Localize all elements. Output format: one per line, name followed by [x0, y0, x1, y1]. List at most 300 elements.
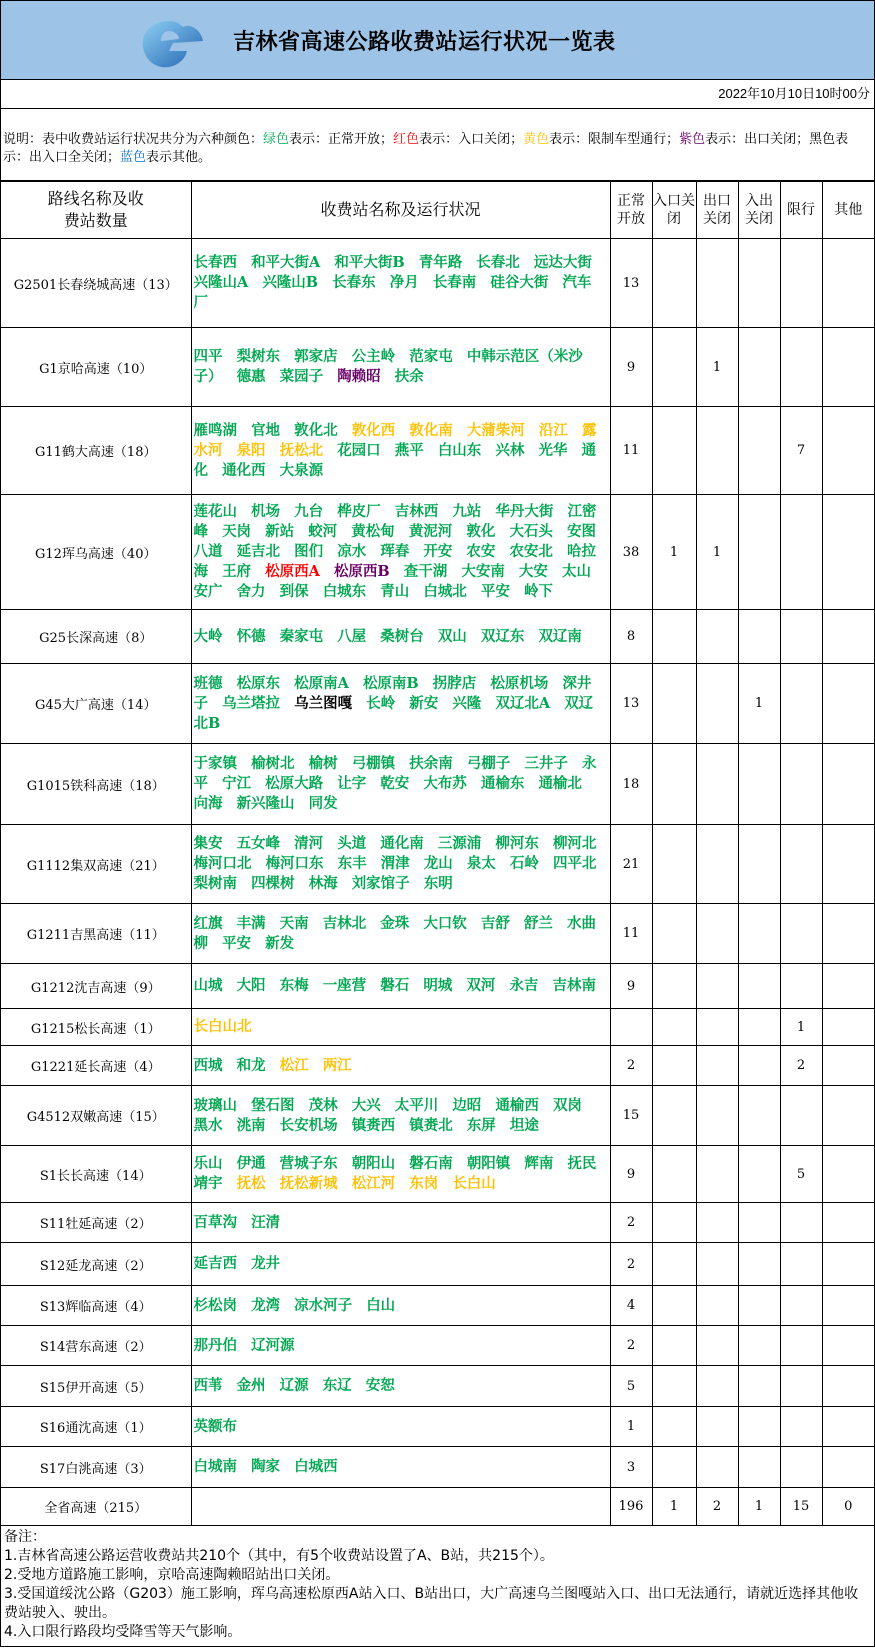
count-entry-closed — [652, 1407, 696, 1447]
status-table — [1, 181, 874, 1526]
station-open: 大兴 — [351, 1096, 381, 1114]
station-open: 杉松岗 — [193, 1296, 237, 1314]
count-other — [822, 664, 874, 744]
route-name: G1215松长高速（1） — [1, 1009, 191, 1046]
count-other — [822, 1366, 874, 1407]
total-row — [1, 1488, 874, 1526]
count-entry-closed — [652, 1086, 696, 1146]
station-open: 水曲柳 — [193, 914, 596, 952]
route-name: G1211吉黑高速（11） — [1, 904, 191, 964]
station-open: 坦途 — [509, 1116, 539, 1134]
station-open: 舍力 — [236, 583, 266, 600]
station-open: 红旗 — [193, 914, 223, 932]
legend-color-word: 绿色 — [263, 132, 290, 147]
table-row — [1, 1046, 874, 1086]
count-open: 8 — [610, 610, 652, 664]
station-open: 大泉源 — [279, 461, 324, 479]
count-other — [822, 1243, 874, 1286]
station-open: 通榆西 — [495, 1096, 539, 1114]
count-both-closed — [738, 1086, 780, 1146]
station-open: 乾安 — [380, 775, 410, 792]
station-open: 太山 — [561, 563, 591, 580]
table-row — [1, 1366, 874, 1407]
remark-line: 4.入口限行路段均受降雪等天气影响。 — [4, 1624, 242, 1640]
count-other — [822, 1407, 874, 1447]
station-open: 岭下 — [523, 583, 553, 600]
station-open: 磐石 — [380, 977, 410, 994]
table-row — [1, 664, 874, 744]
legend-meaning: 表示其他。 — [146, 150, 212, 165]
station-open: 双辽北B — [193, 694, 594, 732]
station-open: 榆树北 — [251, 755, 295, 772]
station-open: 白城东 — [322, 583, 367, 600]
table-row — [1, 964, 874, 1009]
station-open: 延吉西 — [193, 1255, 237, 1272]
count-other — [822, 1447, 874, 1488]
stations-cell — [191, 904, 610, 964]
station-open: 中韩示范区（米沙子） — [193, 348, 583, 385]
count-exit-closed — [696, 1009, 738, 1046]
count-other — [822, 1286, 874, 1326]
count-open: 11 — [610, 904, 652, 964]
count-both-closed — [738, 964, 780, 1009]
station-open: 那丹伯 — [193, 1336, 237, 1354]
station-open: 东明 — [423, 875, 453, 892]
station-open: 扶余南 — [409, 755, 453, 772]
count-entry-closed — [652, 610, 696, 664]
station-open: 通化西 — [222, 461, 266, 479]
station-open: 汽车厂 — [193, 274, 592, 311]
remarks — [1, 1526, 874, 1646]
count-both-closed — [738, 495, 780, 610]
station-open: 光华 — [538, 441, 568, 459]
count-both-closed — [738, 1366, 780, 1407]
count-limited — [780, 904, 822, 964]
station-open: 安恕 — [365, 1377, 395, 1394]
count-other — [822, 495, 874, 610]
station-open: 辽河源 — [251, 1336, 295, 1354]
station-open: 西苇 — [193, 1377, 223, 1394]
station-open: 青山 — [380, 583, 410, 600]
count-both-closed — [738, 239, 780, 328]
station-open: 靖宇 — [193, 1175, 223, 1192]
count-open — [610, 1009, 652, 1046]
station-open: 白城西 — [294, 1458, 338, 1475]
station-open: 于家镇 — [193, 755, 237, 772]
station-open: 渭津 — [380, 855, 410, 872]
stations-cell — [191, 407, 610, 495]
station-open: 泉太 — [466, 855, 496, 872]
station-open: 长安机场 — [279, 1116, 338, 1134]
station-open: 弓棚镇 — [351, 755, 396, 772]
station-exit-closed: 松原西B — [333, 563, 390, 580]
station-open: 硅谷大街 — [490, 274, 549, 291]
station-open: 大安 — [518, 563, 548, 580]
route-name: G11鹤大高速（18） — [1, 407, 191, 495]
route-name: G2501长春绕城高速（13） — [1, 239, 191, 328]
table-row — [1, 239, 874, 328]
station-open: 龙山 — [423, 855, 453, 872]
count-open: 9 — [610, 964, 652, 1009]
station-open: 大布苏 — [423, 775, 467, 792]
legend-color-word: 黑色 — [809, 132, 836, 147]
header-both-closed: 入出关闭 — [738, 182, 780, 239]
stations-cell — [191, 1203, 610, 1243]
table-header-row — [1, 182, 874, 239]
count-entry-closed — [652, 239, 696, 328]
station-open: 四平北 — [552, 855, 597, 872]
table-row — [1, 1146, 874, 1203]
count-open: 2 — [610, 1046, 652, 1086]
station-open: 公主岭 — [351, 348, 396, 365]
station-open: 茂林 — [308, 1096, 338, 1114]
station-open: 大口钦 — [423, 914, 467, 932]
station-open: 兴林 — [495, 441, 525, 459]
count-open: 2 — [610, 1243, 652, 1286]
count-limited: 2 — [780, 1046, 822, 1086]
count-entry-closed: 1 — [652, 495, 696, 610]
station-open: 和平大街A — [251, 254, 321, 271]
count-entry-closed — [652, 1046, 696, 1086]
route-name: G12珲乌高速（40） — [1, 495, 191, 610]
station-open: 开安 — [423, 543, 453, 560]
station-open: 江密峰 — [193, 503, 597, 540]
count-open: 18 — [610, 744, 652, 825]
table-row — [1, 1243, 874, 1286]
count-limited — [780, 1243, 822, 1286]
count-limited — [780, 1366, 822, 1407]
station-open: 哈拉海 — [193, 543, 596, 580]
station-open: 黄泥河 — [408, 523, 453, 540]
stations-cell — [191, 610, 610, 664]
station-open: 官地 — [251, 421, 281, 439]
count-both-closed — [738, 1326, 780, 1366]
stations-cell — [191, 328, 610, 407]
count-both-closed: 1 — [738, 664, 780, 744]
count-other — [822, 328, 874, 407]
header-open: 正常开放 — [610, 182, 652, 239]
route-name: G1112集双高速（21） — [1, 825, 191, 904]
table-row — [1, 610, 874, 664]
count-other — [822, 1326, 874, 1366]
legend-prefix: 说明：表中收费站运行状况共分为六种颜色： — [3, 132, 264, 147]
station-open: 长春南 — [432, 274, 477, 291]
station-open: 秦家屯 — [279, 627, 324, 645]
count-exit-closed — [696, 1046, 738, 1086]
route-name: S12延龙高速（2） — [1, 1243, 191, 1286]
station-open: 新站 — [265, 523, 295, 540]
count-open: 38 — [610, 495, 652, 610]
station-open: 通榆北 — [538, 775, 582, 792]
table-row — [1, 1407, 874, 1447]
station-limited: 露水河 — [193, 421, 597, 459]
count-both-closed — [738, 744, 780, 825]
station-open: 柳河东 — [495, 835, 539, 852]
station-limited: 沿江 — [538, 421, 568, 439]
count-exit-closed — [696, 825, 738, 904]
count-exit-closed — [696, 664, 738, 744]
legend-meaning: 表示：入口关闭； — [419, 132, 524, 147]
header-entry-closed: 入口关闭 — [652, 182, 696, 239]
station-open: 通化 — [193, 441, 596, 479]
station-limited: 敦化南 — [409, 421, 453, 439]
count-both-closed — [738, 610, 780, 664]
station-open: 通化南 — [380, 835, 424, 852]
count-limited — [780, 239, 822, 328]
station-open: 太平川 — [394, 1096, 439, 1114]
station-open: 桦皮厂 — [337, 503, 381, 520]
station-open: 双辽北A — [495, 694, 551, 712]
table-row — [1, 1086, 874, 1146]
station-open: 白山东 — [437, 441, 482, 459]
station-open: 兴隆山B — [262, 274, 319, 291]
count-exit-closed — [696, 239, 738, 328]
station-open: 农安 — [466, 543, 496, 560]
count-entry-closed — [652, 964, 696, 1009]
count-limited — [780, 1407, 822, 1447]
station-open: 镇赉北 — [409, 1116, 453, 1134]
station-open: 舒兰 — [523, 914, 553, 932]
stations-cell — [191, 964, 610, 1009]
highway-g-logo-icon — [139, 19, 205, 69]
route-name: S14营东高速（2） — [1, 1326, 191, 1366]
station-open: 明城 — [423, 977, 453, 994]
count-entry-closed — [652, 904, 696, 964]
station-open: 西城 — [193, 1056, 223, 1074]
station-limited: 抚松 — [236, 1175, 266, 1192]
count-exit-closed — [696, 1203, 738, 1243]
station-open: 一座营 — [322, 977, 367, 994]
count-limited — [780, 328, 822, 407]
station-open: 青年路 — [418, 254, 463, 271]
station-open: 洮南 — [236, 1116, 266, 1134]
table-row — [1, 1447, 874, 1488]
count-open: 4 — [610, 1286, 652, 1326]
station-open: 查干湖 — [403, 563, 448, 580]
station-open: 东丰 — [337, 855, 367, 872]
station-open: 吉林北 — [322, 914, 367, 932]
count-limited: 7 — [780, 407, 822, 495]
station-open: 金州 — [236, 1377, 266, 1394]
station-open: 郭家店 — [294, 348, 338, 365]
count-both-closed — [738, 825, 780, 904]
station-open: 延吉北 — [236, 543, 281, 560]
station-open: 新发 — [265, 934, 295, 952]
station-limited: 抚松新城 — [279, 1175, 338, 1192]
station-open: 大阳 — [236, 977, 266, 994]
count-other — [822, 407, 874, 495]
stations-cell — [191, 1009, 610, 1046]
legend-color-word: 紫色 — [679, 132, 706, 147]
count-other — [822, 1086, 874, 1146]
header-other: 其他 — [822, 182, 874, 239]
count-other — [822, 1046, 874, 1086]
station-open: 和平大街B — [334, 254, 405, 271]
station-open: 山城 — [193, 977, 223, 994]
station-open: 让字 — [337, 775, 367, 792]
count-both-closed — [738, 1009, 780, 1046]
station-open: 乌兰塔拉 — [222, 694, 281, 712]
station-limited: 泉阳 — [236, 441, 266, 459]
legend-color-word: 红色 — [393, 132, 420, 147]
header-exit-closed: 出口关闭 — [696, 182, 738, 239]
count-open: 13 — [610, 664, 652, 744]
stations-cell — [191, 239, 610, 328]
station-open: 伊通 — [236, 1155, 266, 1172]
count-limited — [780, 495, 822, 610]
station-open: 朝阳镇 — [466, 1155, 511, 1172]
station-open: 向海 — [193, 795, 223, 812]
station-open: 陶家 — [251, 1458, 281, 1475]
table-row — [1, 1326, 874, 1366]
station-open: 莲花山 — [193, 503, 237, 520]
count-exit-closed — [696, 1447, 738, 1488]
stations-cell — [191, 1286, 610, 1326]
stations-cell — [191, 1407, 610, 1447]
station-open: 东屏 — [466, 1116, 496, 1134]
station-open: 蛟河 — [308, 523, 338, 540]
station-open: 范家屯 — [409, 348, 453, 365]
station-open: 刘家馆子 — [351, 875, 410, 892]
stations-cell — [191, 495, 610, 610]
station-open: 乐山 — [193, 1155, 223, 1172]
count-exit-closed — [696, 407, 738, 495]
station-open: 百草沟 — [193, 1213, 237, 1231]
count-open: 1 — [610, 1407, 652, 1447]
station-open: 新安 — [409, 694, 439, 712]
station-open: 吉舒 — [480, 914, 510, 932]
station-limited: 长白山北 — [193, 1018, 252, 1035]
station-open: 金珠 — [380, 914, 410, 932]
count-open: 15 — [610, 1086, 652, 1146]
count-both-closed — [738, 1243, 780, 1286]
station-entry-closed: 松原西A — [265, 563, 320, 580]
station-open: 凉水河子 — [294, 1296, 353, 1314]
station-open: 清河 — [294, 835, 324, 852]
station-open: 和龙 — [236, 1056, 266, 1074]
station-open: 怀德 — [236, 627, 266, 645]
station-open: 安广 — [193, 583, 223, 600]
count-exit-closed — [696, 1366, 738, 1407]
station-open: 玻璃山 — [193, 1096, 237, 1114]
station-open: 抚民 — [567, 1155, 597, 1172]
count-open: 9 — [610, 328, 652, 407]
report-timestamp: 2022年10月10日10时00分 — [1, 80, 874, 109]
count-other — [822, 239, 874, 328]
count-exit-closed: 1 — [696, 328, 738, 407]
station-open: 吉林南 — [552, 977, 596, 994]
count-limited — [780, 1203, 822, 1243]
count-limited — [780, 1286, 822, 1326]
station-open: 梨树东 — [236, 348, 281, 365]
station-limited: 东岗 — [409, 1175, 439, 1192]
total-open: 196 — [610, 1488, 652, 1526]
station-open: 三井子 — [524, 755, 568, 772]
count-both-closed — [738, 1286, 780, 1326]
station-open: 四平 — [193, 348, 223, 365]
table-row — [1, 495, 874, 610]
station-open: 石岭 — [509, 855, 539, 872]
count-open: 13 — [610, 239, 652, 328]
remark-line: 备注： — [4, 1529, 46, 1545]
station-open: 东辽 — [322, 1377, 352, 1394]
station-open: 凉水 — [337, 543, 367, 560]
station-open: 雁鸣湖 — [193, 421, 237, 439]
count-entry-closed — [652, 1326, 696, 1366]
station-open: 柳河北 — [552, 835, 597, 852]
station-open: 八屋 — [337, 627, 367, 645]
station-open: 到保 — [279, 583, 309, 600]
count-exit-closed — [696, 744, 738, 825]
stations-cell — [191, 1447, 610, 1488]
count-entry-closed — [652, 1447, 696, 1488]
count-limited: 5 — [780, 1146, 822, 1203]
legend-meaning: 表示：正常开放； — [289, 132, 394, 147]
station-open: 龙井 — [251, 1255, 281, 1272]
count-entry-closed — [652, 1203, 696, 1243]
count-entry-closed — [652, 744, 696, 825]
header-stations: 收费站名称及运行状况 — [191, 182, 610, 239]
station-open: 梅河口北 — [193, 855, 252, 872]
station-open: 白城南 — [193, 1458, 237, 1475]
route-name: S15伊开高速（5） — [1, 1366, 191, 1407]
count-other — [822, 610, 874, 664]
station-open: 黑水 — [193, 1116, 223, 1134]
count-open: 5 — [610, 1366, 652, 1407]
station-open: 永吉 — [509, 977, 539, 994]
count-entry-closed — [652, 328, 696, 407]
station-open: 三源浦 — [437, 835, 482, 852]
station-limited: 松江 — [279, 1056, 309, 1074]
station-open: 长春东 — [332, 274, 376, 291]
count-exit-closed — [696, 1243, 738, 1286]
route-name: S17白洮高速（3） — [1, 1447, 191, 1488]
station-limited: 敦化西 — [351, 421, 396, 439]
station-open: 宁江 — [222, 775, 252, 792]
station-open: 汪清 — [251, 1213, 281, 1231]
count-exit-closed — [696, 1286, 738, 1326]
station-open: 松原大路 — [265, 775, 324, 792]
count-both-closed — [738, 328, 780, 407]
station-open: 双辽东 — [480, 627, 525, 645]
station-open: 大石头 — [509, 523, 553, 540]
station-open: 白山 — [366, 1296, 396, 1314]
station-open: 双岗 — [552, 1096, 582, 1114]
count-limited — [780, 825, 822, 904]
station-open: 梨树南 — [193, 875, 237, 892]
station-open: 镇赉西 — [351, 1116, 396, 1134]
total-entry-closed: 1 — [652, 1488, 696, 1526]
table-row — [1, 407, 874, 495]
count-other — [822, 1009, 874, 1046]
station-open: 深井子 — [193, 674, 592, 712]
count-both-closed — [738, 904, 780, 964]
header-route: 路线名称及收费站数量 — [1, 182, 191, 239]
count-open: 2 — [610, 1203, 652, 1243]
legend-color-word: 黄色 — [523, 132, 550, 147]
count-both-closed — [738, 1046, 780, 1086]
count-entry-closed — [652, 1366, 696, 1407]
count-entry-closed — [652, 1243, 696, 1286]
station-open: 敦化 — [466, 523, 496, 540]
station-open: 长春西 — [193, 254, 237, 271]
count-limited — [780, 1326, 822, 1366]
station-open: 兴隆 — [452, 694, 482, 712]
stations-cell — [191, 1086, 610, 1146]
station-open: 双山 — [437, 627, 467, 645]
route-name: G25长深高速（8） — [1, 610, 191, 664]
total-stations-cell — [191, 1488, 610, 1526]
